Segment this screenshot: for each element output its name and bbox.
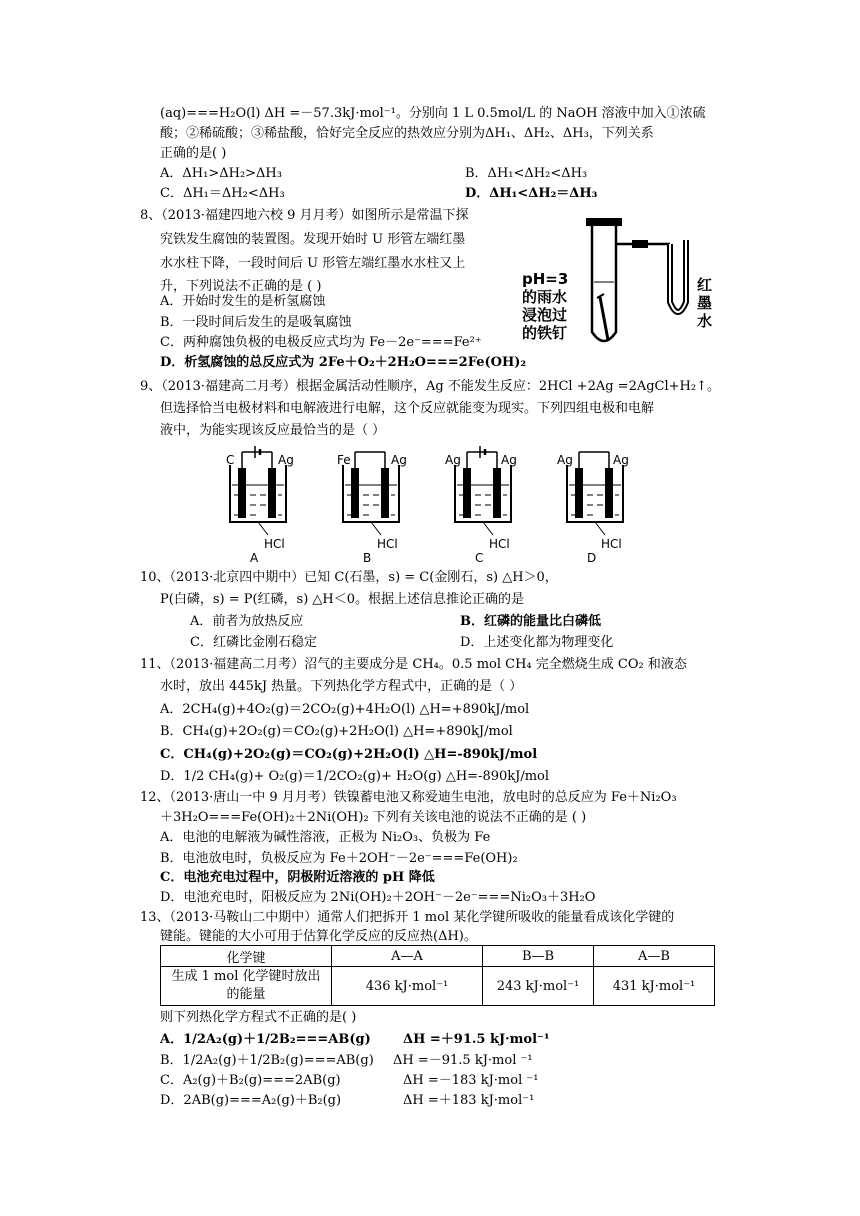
q8-line-3: 水水柱下降，一段时间后 U 形管左端红墨水水柱又上 (160, 256, 466, 271)
q8-option-c: C．两种腐蚀负极的电极反应式均为 Fe－2e⁻===Fe²⁺ (160, 335, 482, 350)
q12-option-a: A．电池的电解液为碱性溶液，正极为 Ni₂O₃、负极为 Fe (160, 830, 491, 845)
q8-option-a: A．开始时发生的是析氢腐蚀 (160, 294, 326, 309)
cell-c (445, 446, 517, 565)
q8-fig-label-line: 的铁钉 (522, 324, 568, 342)
cell-b-label: B (363, 551, 372, 565)
q10-line-2: P(白磷，s) = P(红磷，s) △H＜0。根据上述信息推论正确的是 (160, 592, 525, 607)
row-label-line: 的能量 (226, 987, 266, 1002)
q11-option-b: B．CH₄(g)+2O₂(g)＝CO₂(g)+2H₂O(l) △H=+890kJ/mol (160, 724, 513, 739)
table-header-cell: A—A (332, 946, 483, 967)
q11-option-c: C．CH₄(g)+2O₂(g)＝CO₂(g)+2H₂O(l) △H=-890kJ/mol (160, 747, 538, 762)
q13-option-b-equation: B．1/2A₂(g)＋1/2B₂(g)===AB(g) (160, 1053, 374, 1068)
cell-b-electrolyte: HCl (377, 537, 398, 551)
cell-c-electrolyte: HCl (489, 537, 510, 551)
q13-option-c-enthalpy: ΔH =－183 kJ·mol ⁻¹ (403, 1073, 539, 1088)
q13-line-3: 则下列热化学方程式不正确的是( ) (160, 1010, 357, 1025)
q11-line-2: 水时，放出 445kJ 热量。下列热化学方程式中，正确的是（ ） (160, 679, 523, 694)
cell-c-label: C (475, 551, 484, 565)
q9-line-1: 9、（2013·福建高二月考）根据金属活动性顺序，Ag 不能发生反应：2HCl +2Ag =2AgCl+H₂↑。 (140, 379, 720, 394)
cell-a-electrolyte: HCl (264, 537, 285, 551)
bond-energy-table (160, 945, 715, 1006)
cell-d-label: D (587, 551, 597, 565)
q8-fig-label-line: 浸泡过 (522, 306, 568, 324)
q8-figure-right-label (697, 276, 712, 330)
q8-fig-label-line: 墨 (697, 294, 713, 312)
q13-option-d-equation: D．2AB(g)===A₂(g)＋B₂(g) (160, 1093, 342, 1108)
q8-option-d: D．析氢腐蚀的总反应式为 2Fe＋O₂＋2H₂O===2Fe(OH)₂ (160, 355, 527, 370)
q9-line-3: 液中，为能实现该反应最恰当的是（ ） (160, 423, 386, 438)
q8-fig-label-line: pH=3 (522, 270, 569, 288)
q10-option-a: A．前者为放热反应 (190, 614, 304, 629)
q12-option-d: D．电池充电时，阳极反应为 2Ni(OH)₂＋2OH⁻－2e⁻===Ni₂O₃＋3H₂O (160, 890, 596, 905)
q13-option-a-equation: A．1/2A₂(g)＋1/2B₂===AB(g) (160, 1032, 371, 1047)
cell-c-right-electrode: Ag (501, 453, 517, 467)
cell-b-right-electrode: Ag (391, 453, 407, 467)
cell-a-right-electrode: Ag (278, 453, 294, 467)
q12-line-2: ＋3H₂O===Fe(OH)₂＋2Ni(OH)₂ 下列有关该电池的说法不正确的是 ( ) (160, 810, 587, 825)
q12-option-b: B．电池放电时，负极反应为 Fe＋2OH⁻－2e⁻===Fe(OH)₂ (160, 851, 518, 866)
cell-a (226, 446, 294, 565)
q13-option-a-enthalpy: ΔH =＋91.5 kJ·mol⁻¹ (403, 1032, 550, 1047)
q10-line-1: 10、（2013·北京四中期中）已知 C(石墨，s) = C(金刚石，s) △H＞0， (140, 570, 558, 585)
q11-line-1: 11、（2013·福建高二月考）沼气的主要成分是 CH₄。0.5 mol CH₄ 完全燃烧生成 CO₂ 和液态 (140, 657, 687, 672)
q7-line-1: (aq)===H₂O(l) ΔH =－57.3kJ·mol⁻¹。分别向 1 L 0.5mol/L 的 NaOH 溶液中加入①浓硫 (160, 106, 706, 121)
q7-option-a: A．ΔH₁>ΔH₂>ΔH₃ (160, 166, 282, 181)
table-header-cell: B—B (483, 946, 594, 967)
cell-a-label: A (250, 551, 259, 565)
q10-option-d: D．上述变化都为物理变化 (460, 635, 614, 650)
q13-option-d-enthalpy: ΔH =＋183 kJ·mol⁻¹ (403, 1093, 535, 1108)
q7-option-b: B．ΔH₁<ΔH₂<ΔH₃ (465, 166, 588, 181)
q10-option-c: C．红磷比金刚石稳定 (190, 635, 317, 650)
q11-option-a: A．2CH₄(g)+4O₂(g)＝2CO₂(g)+4H₂O(l) △H=+890kJ/mol (160, 702, 530, 717)
q7-option-c: C．ΔH₁＝ΔH₂<ΔH₃ (160, 186, 285, 201)
cell-d-left-electrode: Ag (557, 453, 573, 467)
q13-option-c-equation: C．A₂(g)＋B₂(g)===2AB(g) (160, 1073, 341, 1088)
q8-fig-label-line: 水 (697, 312, 713, 330)
cell-b (337, 452, 407, 565)
table-row-label (161, 967, 332, 1006)
table-cell: 431 kJ·mol⁻¹ (594, 967, 715, 1006)
q12-line-1: 12、（2013·唐山一中 9 月月考）铁镍蓄电池又称爱迪生电池，放电时的总反应为 Fe＋Ni₂O₃ (140, 790, 677, 805)
cell-b-left-electrode: Fe (337, 453, 351, 467)
q8-line-2: 究铁发生腐蚀的装置图。发现开始时 U 形管左端红墨 (160, 232, 466, 247)
cell-c-left-electrode: Ag (445, 453, 461, 467)
table-cell: 436 kJ·mol⁻¹ (332, 967, 483, 1006)
cell-d-right-electrode: Ag (613, 453, 629, 467)
q8-line-1: 8、（2013·福建四地六校 9 月月考）如图所示是常温下探 (140, 208, 469, 223)
q8-figure-left-label (522, 270, 568, 342)
row-label-line: 生成 1 mol 化学键时放出 (171, 969, 321, 984)
q7-option-d: D．ΔH₁<ΔH₂＝ΔH₃ (465, 186, 598, 201)
q13-line-2: 键能。键能的大小可用于估算化学反应的反应热(ΔH)。 (160, 929, 477, 944)
q8-fig-label-line: 红 (697, 276, 713, 294)
electrolysis-cells-figure (220, 440, 650, 565)
cell-a-left-electrode: C (226, 453, 235, 467)
q8-fig-label-line: 的雨水 (522, 288, 568, 306)
table-header-cell: 化学键 (161, 946, 332, 967)
q7-line-2: 酸；②稀硫酸；③稀盐酸，恰好完全反应的热效应分别为ΔH₁、ΔH₂、ΔH₃，下列关系 (160, 126, 654, 141)
table-row (161, 967, 715, 1006)
q13-line-1: 13、（2013·马鞍山二中期中）通常人们把拆开 1 mol 某化学键所吸收的能量看成该化学键的 (140, 910, 675, 925)
q8-option-b: B．一段时间后发生的是吸氧腐蚀 (160, 315, 352, 330)
table-header-cell: A—B (594, 946, 715, 967)
cell-d (557, 452, 629, 565)
q13-option-b-enthalpy: ΔH =－91.5 kJ·mol ⁻¹ (393, 1053, 533, 1068)
q11-option-d: D．1/2 CH₄(g)+ O₂(g)＝1/2CO₂(g)+ H₂O(g) △H=-890kJ/mol (160, 769, 550, 784)
cell-d-electrolyte: HCl (601, 537, 622, 551)
table-header-row (161, 946, 715, 967)
q9-line-2: 但选择恰当电极材料和电解液进行电解，这个反应就能变为现实。下列四组电极和电解 (160, 401, 655, 416)
q8-line-4: 升，下列说法不正确的是 ( ) (160, 279, 322, 294)
table-cell: 243 kJ·mol⁻¹ (483, 967, 594, 1006)
q12-option-c: C．电池充电过程中，阴极附近溶液的 pH 降低 (160, 870, 435, 885)
q10-option-b: B．红磷的能量比白磷低 (460, 614, 601, 629)
q7-line-3: 正确的是( ) (160, 146, 227, 161)
